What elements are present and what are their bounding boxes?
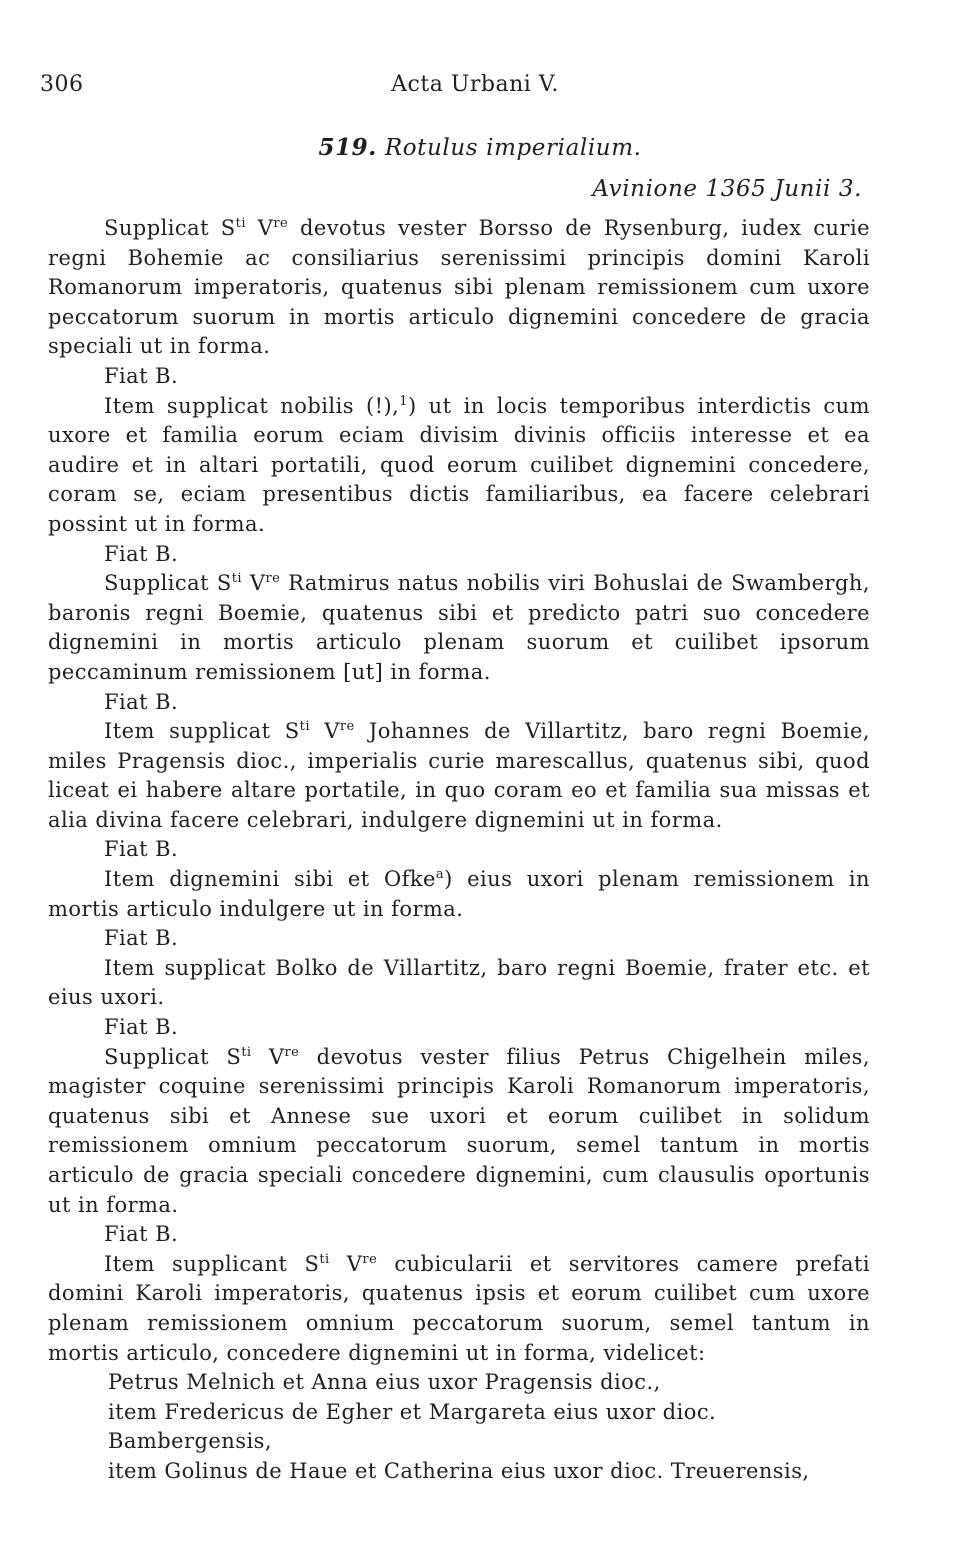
text-run: Item dignemini sibi et Ofke <box>104 867 436 892</box>
superscript: re <box>284 1044 300 1060</box>
supplication-paragraph <box>48 392 870 540</box>
name-list-line <box>48 1398 870 1457</box>
text-run: Fiat B. <box>104 1015 179 1040</box>
text-run: V <box>241 571 266 596</box>
text-run: V <box>309 719 340 744</box>
text-run: item Golinus de Haue et Catherina eius uxor dioc. Treuerensis, <box>108 1458 810 1483</box>
text-run: Fiat B. <box>104 1222 179 1247</box>
name-list-line <box>48 1457 870 1487</box>
superscript: ti <box>231 571 242 587</box>
supplication-paragraph <box>48 1043 870 1221</box>
fiat-line <box>48 835 870 865</box>
text-run: Item supplicat Bolko de Villartitz, baro regni Boemie, frater etc. et eius uxori. <box>48 955 870 1010</box>
document-body <box>48 214 870 1487</box>
supplication-paragraph <box>48 569 870 687</box>
text-run: Petrus Melnich et Anna eius uxor Pragensis dioc., <box>108 1370 661 1395</box>
fiat-line <box>48 924 870 954</box>
running-head: Acta Urbani V. <box>391 72 559 97</box>
superscript: ti <box>319 1251 330 1267</box>
fiat-line <box>48 688 870 718</box>
supplication-paragraph <box>48 865 870 924</box>
text-run: Fiat B. <box>104 541 179 566</box>
page-header <box>40 72 910 108</box>
text-run: item Fredericus de Egher et Margareta eius uxor dioc. Bambergensis, <box>108 1399 717 1454</box>
supplication-paragraph <box>48 717 870 835</box>
fiat-line <box>48 1220 870 1250</box>
fiat-line <box>48 1013 870 1043</box>
supplication-paragraph <box>48 954 870 1013</box>
text-run: Item supplicat S <box>104 719 300 744</box>
superscript: re <box>339 719 355 735</box>
text-run: Item supplicant S <box>104 1251 320 1276</box>
text-run: Supplicat S <box>104 1044 242 1069</box>
superscript: ti <box>299 719 310 735</box>
text-run: Item supplicat nobilis (!), <box>104 393 400 418</box>
text-run: ) eius uxori plenam remissionem in mortis articulo indulgere ut in forma. <box>48 867 870 921</box>
text-run: ) ut in locis temporibus interdictis cum uxore et familia eorum eciam divisim divinis officiis interesse et ea audire et in altari portatili, quod eorum cuilibet dignemini concedere, coram se, eciam presentibus dictis familiaribus, ea facere celebrari possint ut in forma. <box>48 393 870 536</box>
superscript: re <box>265 571 281 587</box>
document-number: 519. <box>318 134 377 161</box>
text-run: V <box>245 216 274 240</box>
text-run: Johannes de Villartitz, baro regni Boemie, miles Pragensis dioc., imperialis curie marescallus, quatenus sibi, quod liceat ei habere altare portatile, in quo coram eo et familia sua missas et alia divina facere celebrari, indulgere dignemini ut in forma. <box>48 719 870 832</box>
name-list-line <box>48 1368 870 1398</box>
document-title-text: Rotulus imperialium. <box>384 135 642 161</box>
fiat-line <box>48 362 870 392</box>
superscript: a <box>435 867 445 883</box>
superscript: re <box>362 1251 378 1267</box>
text-run: V <box>251 1044 285 1069</box>
text-run: devotus vester Borsso de Rysenburg, iudex curie regni Bohemie ac consiliarius serenissimi principis domini Karoli Romanorum imperatoris, quatenus sibi plenam remissionem cum uxore peccatorum suorum in mortis articulo dignemini concedere de gracia speciali ut in forma. <box>48 216 870 359</box>
text-run: devotus vester filius Petrus Chigelhein miles, magister coquine serenissimi principis Karoli Romanorum imperatoris, quatenus sibi et Annese sue uxori et eorum cuilibet in solidum remissionem omnium peccatorum suorum, semel tantum in mortis articulo de gracia speciali concedere dignemini, cum clausulis oportunis ut in forma. <box>48 1044 870 1217</box>
text-run: Fiat B. <box>104 363 179 388</box>
document-title <box>0 134 960 161</box>
text-run: Fiat B. <box>104 926 179 951</box>
supplication-paragraph <box>48 214 870 362</box>
superscript: ti <box>235 216 246 231</box>
fiat-line <box>48 540 870 570</box>
superscript: 1 <box>399 393 409 409</box>
text-run: Supplicat S <box>104 216 236 240</box>
supplication-paragraph <box>48 1250 870 1368</box>
text-run: Fiat B. <box>104 837 179 862</box>
text-run: Fiat B. <box>104 689 179 714</box>
superscript: ti <box>241 1044 252 1060</box>
superscript: re <box>273 216 289 231</box>
place-date: Avinione 1365 Junii 3. <box>592 176 862 202</box>
text-run: Ratmirus natus nobilis viri Bohuslai de Swambergh, baronis regni Boemie, quatenus sibi et predicto patri suo concedere dignemini in mortis articulo plenam suorum et cuilibet ipsorum peccaminum remissionem [ut] in forma. <box>48 571 870 684</box>
text-run: cubicularii et servitores camere prefati domini Karoli imperatoris, quatenus ipsis et eorum cuilibet cum uxore plenam remissionem omnium peccatorum suorum, semel tantum in mortis articulo, concedere dignemini ut in forma, videlicet: <box>48 1251 871 1365</box>
page-number: 306 <box>40 72 84 97</box>
text-run: Supplicat S <box>104 571 232 596</box>
text-run: V <box>329 1251 363 1276</box>
